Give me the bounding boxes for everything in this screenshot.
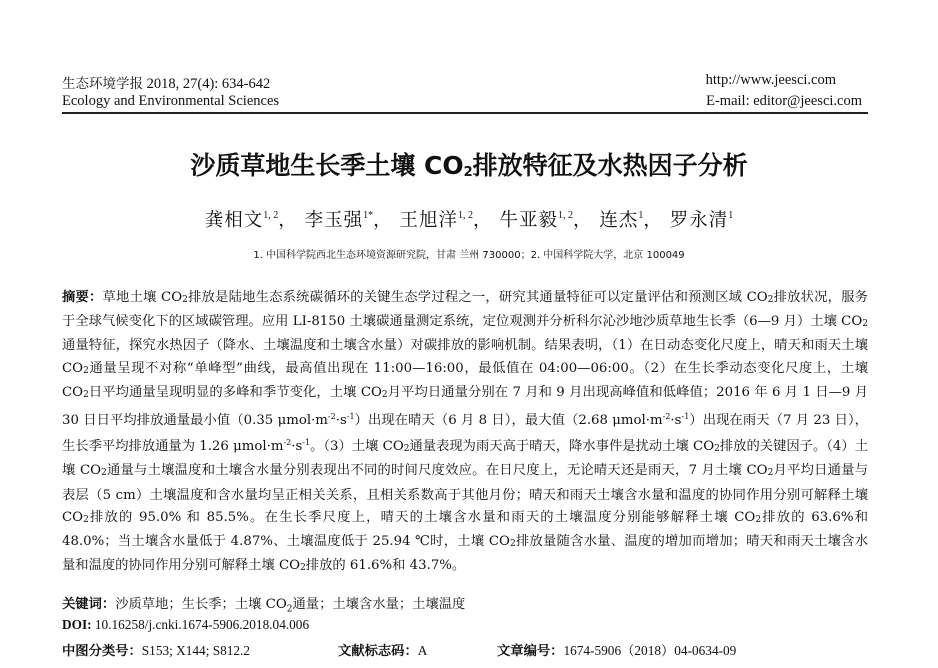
- keywords: 关键词：沙质草地；生长季；土壤 $CO_2$通量；土壤含水量；土壤温度: [62, 597, 466, 615]
- author: 王旭洋: [399, 210, 459, 231]
- clc-number: 中图分类号：S153; X144; S812.2: [62, 643, 251, 659]
- author: 连杰: [599, 210, 639, 231]
- author: 龚相文: [204, 210, 264, 231]
- author: 罗永清: [669, 210, 729, 231]
- journal-name-cn: 生态环境学报: [62, 76, 143, 92]
- author: 李玉强: [304, 210, 364, 231]
- citation: 2018, 27(4): 634-642: [146, 76, 271, 92]
- keywords-label: 关键词：: [62, 597, 116, 612]
- article-number: 文章编号：1674-5906（2018）04-0634-09: [497, 643, 737, 659]
- header-rule: [62, 112, 868, 114]
- journal-email[interactable]: E-mail: editor@jeesci.com: [706, 93, 862, 109]
- paper-title: 沙质草地生长季土壤 $CO_2$排放特征及水热因子分析: [190, 151, 748, 180]
- doi-value[interactable]: 10.16258/j.cnki.1674-5906.2018.04.006: [94, 617, 310, 632]
- abstract-label: 摘要：: [62, 290, 103, 305]
- author: 牛亚毅: [499, 210, 558, 231]
- affiliation: 1. 中国科学院西北生态环境资源研究院，甘肃 兰州 730000；2. 中国科学院大学，北京 100049: [253, 250, 685, 261]
- journal-url[interactable]: http://www.jeesci.com: [705, 72, 836, 88]
- journal-name-en: Ecology and Environmental Sciences: [62, 93, 280, 109]
- journal-citation: [62, 72, 270, 93]
- doi: [62, 617, 309, 633]
- abstract: 摘要：草地土壤 $CO_2$排放是陆地生态系统碳循环的关键生态学过程之一，研究其通量特征可以定量评估和预测区域 $CO_2$排放状况，服务于全球气候变化下的区域碳管理。应用 LI-8150 土壤碳通量测定系统，定位观测并分析科尔沁沙地沙质草地生长季（6—9 月）土壤 $CO_2$通量特征，探究水热因子（降水、土壤温度和土壤含水量）对碳排放的影响机制。结果表明，（1）在日动态变化尺度上，晴天和雨天土壤 $CO_2$通量呈现不对称“单峰型”曲线，最高值出现在 11:00—16:00，最低值在 04:00—06:00。（2）在生长季动态变化尺度上，土壤 $CO_2$日平均通量呈现明显的多峰和季节变化，土壤 $CO_2$月平均日通量分别在 7 月和 9 月出现高峰值和低峰值；2016 年 6 月 1 日—9 月 30 日日平均排放通量最小值（0.35 $\mu mol\cdot m^{-2}\cdot s^{-1}$）出现在晴天（6 月 8 日），最大值（2.68 $\mu mol\cdot m^{-2}\cdot s^{-1}$）出现在雨天（7 月 23 日），生长季平均排放通量为 1.26 $\mu mol\cdot m^{-2}\cdot s^{-1}$。（3）土壤 $CO_2$通量表现为雨天高于晴天，降水事件是扰动土壤 $CO_2$排放的关键因子。（4）土壤 $CO_2$通量与土壤温度和土壤含水量分别表现出不同的时间尺度效应。在日尺度上，无论晴天还是雨天，7 月土壤 $CO_2$月平均日通量与表层（5 cm）土壤温度和含水量均呈正相关关系，且相关系数高于其他月份；晴天和雨天土壤含水量和温度的协同作用分别可解释土壤 $CO_2$排放的 95.0% 和 85.5%。在生长季尺度上，晴天的土壤含水量和雨天的土壤温度分别能够解释土壤 $CO_2$排放的 63.6%和 48.0%；当土壤含水量低于 4.87%、土壤温度低于 25.94 ℃时，土壤 $CO_2$排放量随含水量、温度的增加而增加；晴天和雨天土壤含水量和温度的协同作用分别可解释土壤 $CO_2$排放的 61.6%和 43.7%。: [62, 290, 869, 574]
- doi-label: DOI:: [62, 617, 92, 632]
- document-code: 文献标志码：A: [338, 643, 428, 659]
- author-list: 龚相文$^{1, 2}$， 李玉强$^{1*}$， 王旭洋$^{1, 2}$， 牛亚毅$^{1, 2}$， 连杰$^1$， 罗永清$^1$: [204, 210, 734, 231]
